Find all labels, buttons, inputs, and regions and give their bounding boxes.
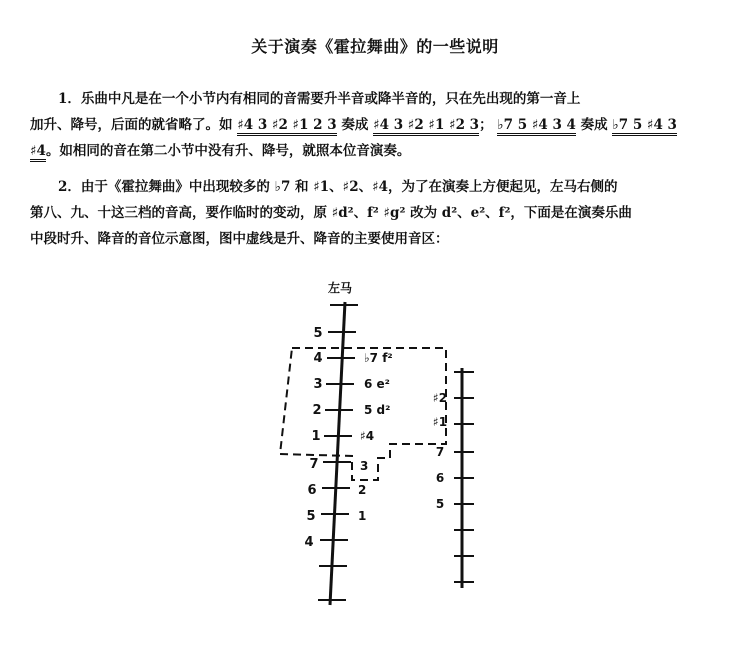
left-number: 5 xyxy=(313,326,323,341)
para2-line1: 2．由于《霍拉舞曲》中出现较多的 ♭7 和 ♯1、♯2、♯4，为了在演奏上方便起见，左马右侧的 xyxy=(58,179,618,195)
middle-label: 1 xyxy=(358,509,367,523)
middle-label: ♭7 f² xyxy=(364,351,393,365)
right-label: 7 xyxy=(435,445,445,459)
notation-example-4-cont: ♯4 xyxy=(30,143,46,162)
middle-label: 3 xyxy=(360,459,369,473)
right-label: ♯2 xyxy=(432,391,448,405)
notation-example-3: ♭7 5 ♯4 3 4 xyxy=(497,117,576,136)
para1-line3-text: 。如相同的音在第二小节中没有升、降号，就照本位音演奏。 xyxy=(45,143,411,159)
separator: ； xyxy=(479,117,493,133)
para1-line2-text: 加升、降号，后面的就省略了。如 xyxy=(30,117,233,133)
right-scale-ticks xyxy=(454,372,474,582)
para2-line2: 第八、九、十这三档的音高，要作临时的变动，原 ♯d²、f² ♯g² 改为 d²、e²、f²，下面是在演奏乐曲 xyxy=(30,205,632,221)
middle-label: 6 e² xyxy=(364,377,390,391)
notation-example-1: ♯4 3 ♯2 ♯1 2 3 xyxy=(237,117,336,136)
top-label: 左马 xyxy=(327,281,353,295)
play-as-label: 奏成 xyxy=(580,117,608,133)
middle-label: 2 xyxy=(358,483,367,497)
right-label: ♯1 xyxy=(432,415,448,429)
left-number: 1 xyxy=(311,429,321,444)
left-number: 3 xyxy=(313,377,323,392)
left-number: 2 xyxy=(312,403,322,418)
middle-labels xyxy=(358,351,393,523)
right-labels xyxy=(433,391,447,511)
left-number: 4 xyxy=(313,351,323,366)
right-label: 5 xyxy=(435,497,445,511)
right-label: 6 xyxy=(435,471,445,485)
middle-label: 5 d² xyxy=(364,403,391,417)
para2-line3: 中段时升、降音的音位示意图，图中虚线是升、降音的主要使用音区： xyxy=(30,231,449,247)
middle-label: ♯4 xyxy=(360,429,375,443)
page-title: 关于演奏《霍拉舞曲》的一些说明 xyxy=(251,37,499,56)
left-number: 4 xyxy=(304,535,314,550)
play-as-label: 奏成 xyxy=(341,117,369,133)
notation-example-2: ♯4 3 ♯2 ♯1 ♯2 3 xyxy=(373,117,479,136)
left-number: 5 xyxy=(306,509,316,524)
left-number: 7 xyxy=(309,457,319,472)
notation-example-4: ♭7 5 ♯4 3 xyxy=(612,117,677,136)
left-number-labels xyxy=(304,326,322,550)
para1-line1: 1．乐曲中凡是在一个小节内有相同的音需要升半音或降半音的，只在先出现的第一音上 xyxy=(58,91,581,107)
left-number: 6 xyxy=(307,483,317,498)
